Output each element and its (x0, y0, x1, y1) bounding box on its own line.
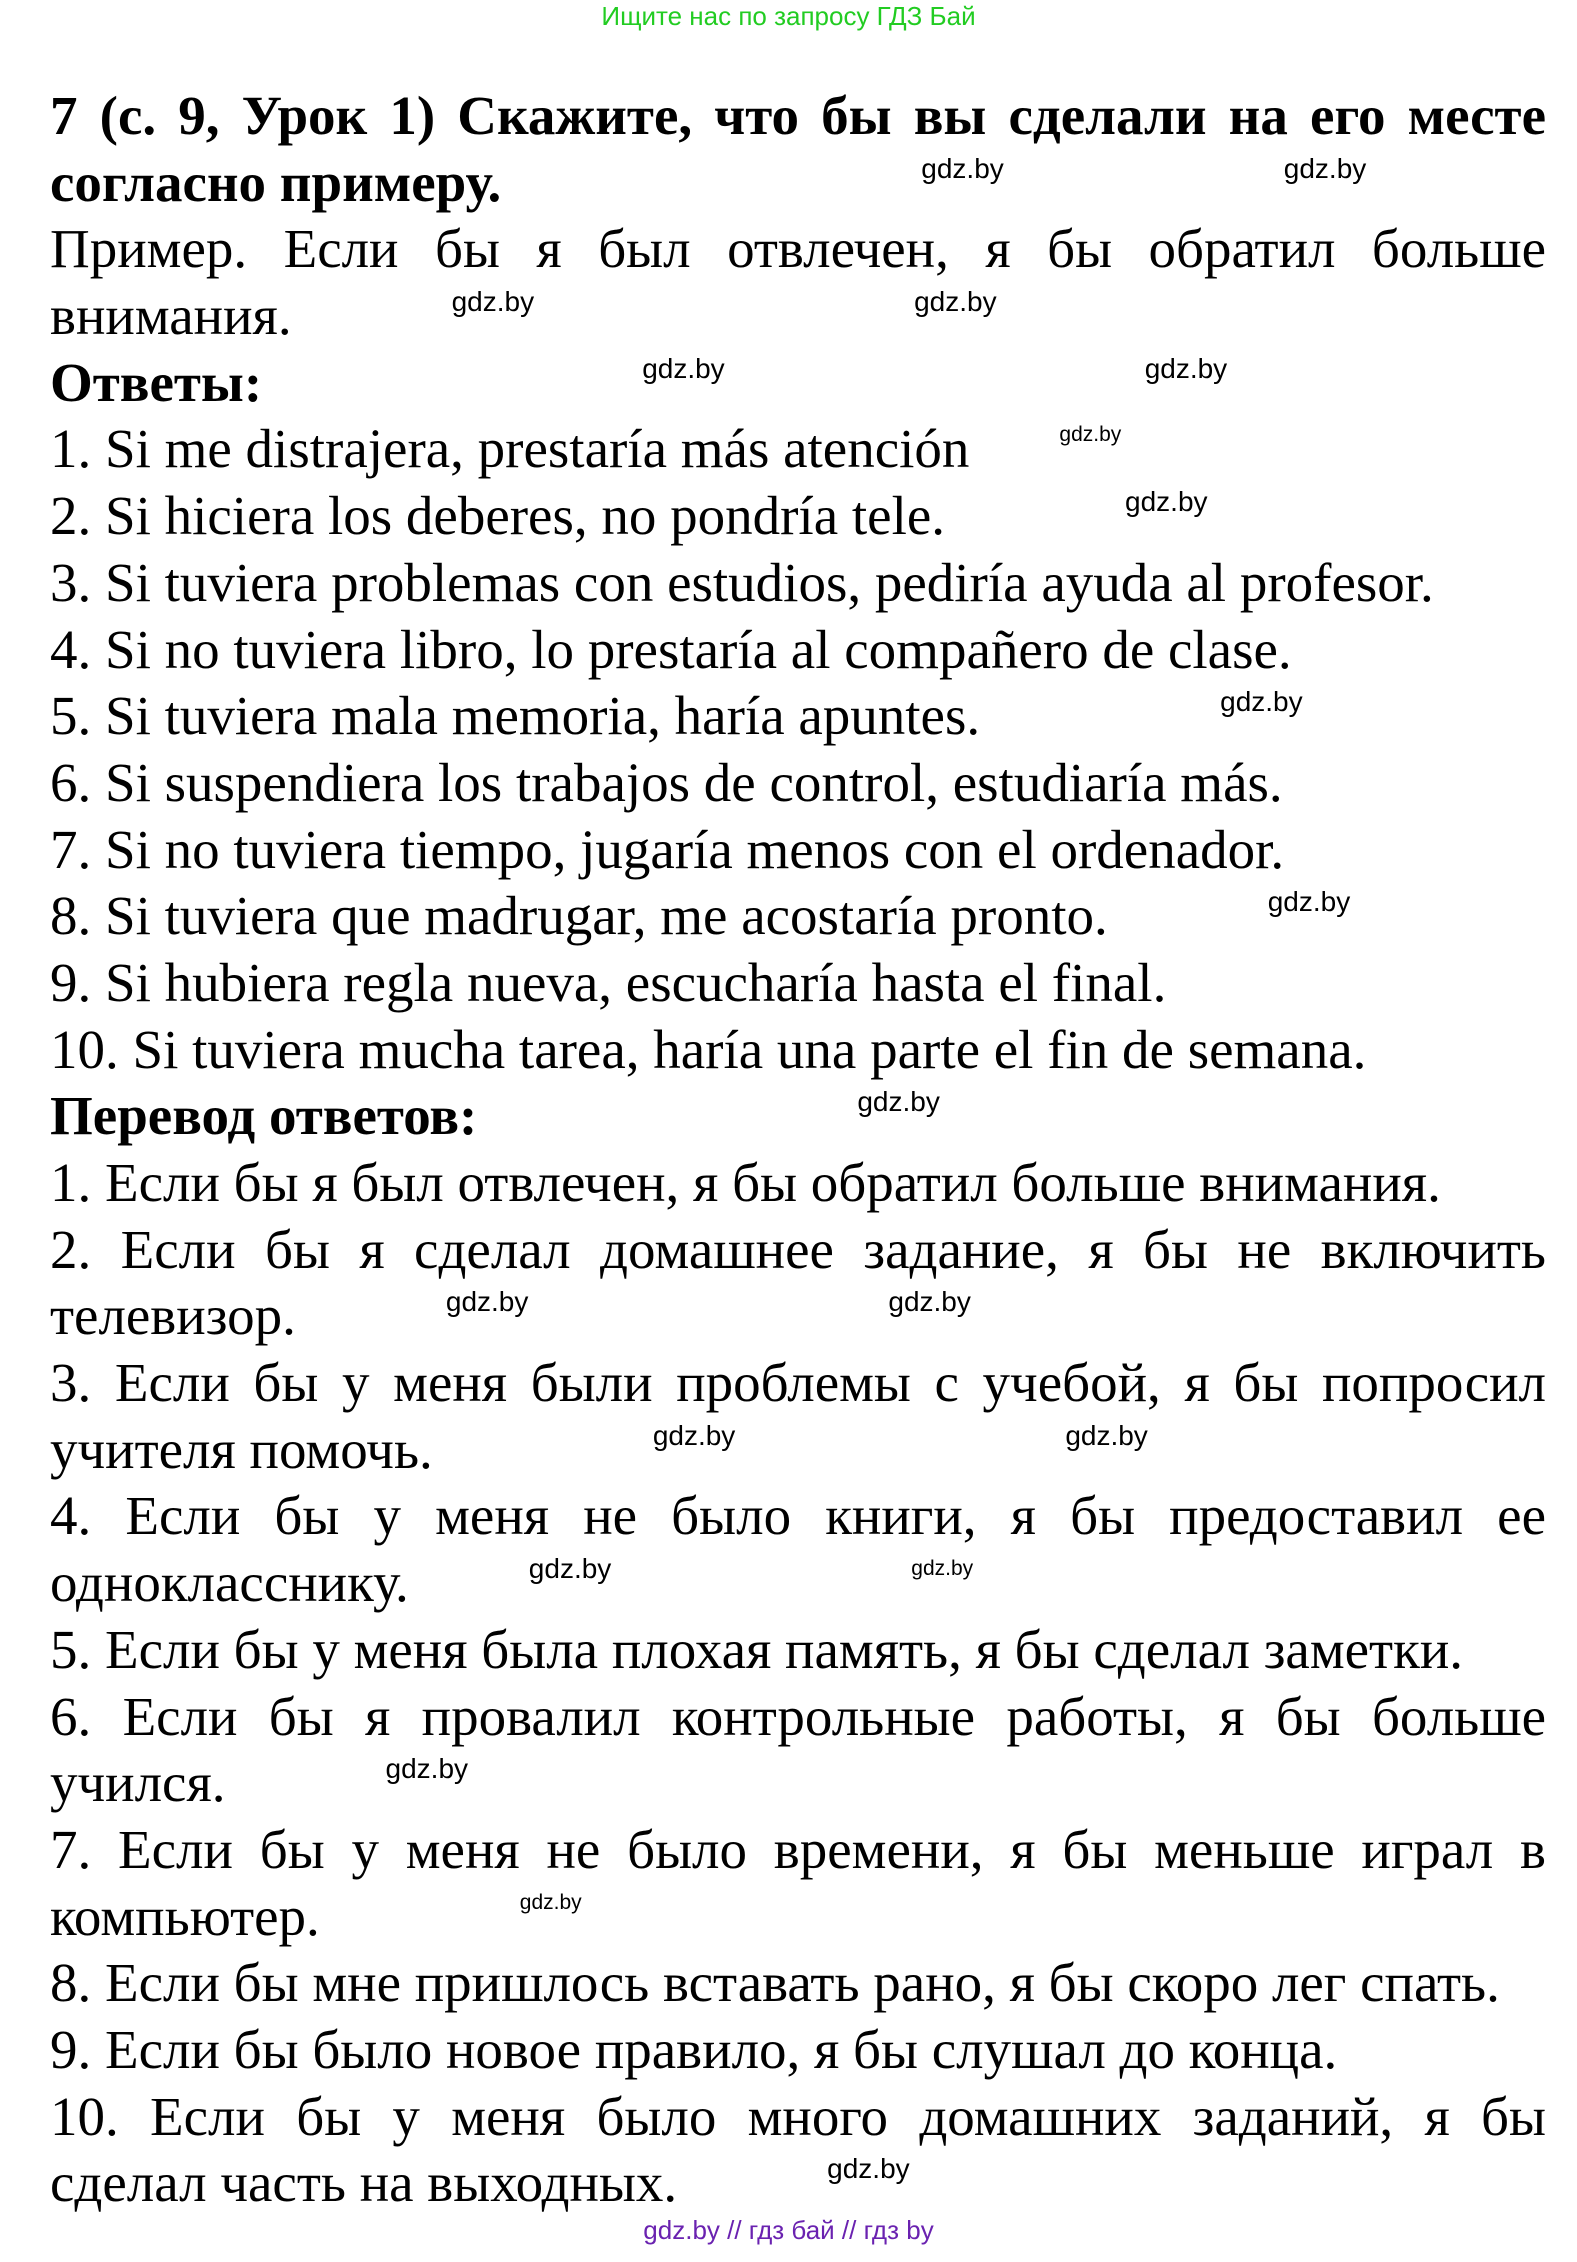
answer-text: 9. Si hubiera regla nueva, escucharía hasta el final. (50, 951, 1167, 1013)
translation-text: 8. Если бы мне пришлось вставать рано, я бы скоро лег спать. (50, 1952, 1500, 2014)
translation-line (50, 1483, 1546, 1550)
watermark: gdz.by (451, 286, 535, 318)
translation-line (50, 1884, 1546, 1951)
search-banner: Ищите нас по запросу ГДЗ Бай (601, 1, 976, 31)
translation-line (50, 1283, 1546, 1350)
answers-heading-text: Ответы: (50, 351, 263, 413)
translation-line (50, 2150, 1546, 2217)
task-title-line (50, 83, 1546, 150)
answer-line (50, 1017, 1546, 1084)
translation-heading-line (50, 1083, 1546, 1150)
example-text: Пример. Если бы я был отвлечен, я бы обратил больше (50, 218, 1546, 280)
task-title-text: согласно примеру. (50, 151, 502, 213)
answer-text: 6. Si suspendiera los trabajos de control, estudiaría más. (50, 751, 1283, 813)
translation-line (50, 1350, 1546, 1417)
task-title-text: 7 (с. 9, Урок 1) Скажите, что бы вы сделали на его месте (50, 85, 1546, 146)
watermark: gdz.by (914, 286, 997, 318)
translation-text: 9. Если бы было новое правило, я бы слушал до конца. (50, 2018, 1338, 2080)
footer-links[interactable]: gdz.by // гдз бай // гдз by (643, 2215, 934, 2245)
watermark: gdz.by (445, 1286, 529, 1318)
translation-text: сделал часть на выходных. (50, 2152, 678, 2214)
translation-line (50, 1217, 1546, 1284)
example-line (50, 216, 1546, 283)
answer-text: 2. Si hiciera los deberes, no pondría tele. (50, 485, 946, 547)
answers-heading-line (50, 350, 1546, 417)
watermark: gdz.by (528, 1553, 612, 1585)
example-line (50, 283, 1546, 350)
answer-line (50, 683, 1546, 750)
watermark: gdz.by (911, 1557, 974, 1581)
answer-text: 8. Si tuviera que madrugar, me acostaría pronto. (50, 885, 1108, 947)
watermark: gdz.by (1065, 1419, 1148, 1451)
translation-line (50, 2017, 1546, 2084)
task-title-line (50, 150, 1546, 217)
watermark: gdz.by (1220, 686, 1303, 718)
answer-text: 7. Si no tuviera tiempo, jugaría menos con el ordenador. (50, 818, 1285, 880)
watermark: gdz.by (385, 1753, 469, 1785)
answer-text: 3. Si tuviera problemas con estudios, pediría ayuda al profesor. (50, 551, 1434, 613)
answer-line (50, 617, 1546, 684)
watermark: gdz.by (921, 152, 1004, 184)
translation-text: 3. Если бы у меня были проблемы с учебой, я бы попросил (50, 1352, 1546, 1414)
answer-line (50, 416, 1546, 483)
answer-text: 5. Si tuviera mala memoria, haría apuntes. (50, 685, 981, 747)
answer-text: 10. Si tuviera mucha tarea, haría una parte el fin de semana. (50, 1018, 1367, 1080)
answer-line (50, 750, 1546, 817)
watermark: gdz.by (857, 1086, 940, 1118)
answer-text: 4. Si no tuviera libro, lo prestaría al compañero de clase. (50, 618, 1292, 680)
answer-line (50, 817, 1546, 884)
translation-line (50, 1817, 1546, 1884)
translation-text: однокласснику. (50, 1552, 409, 1614)
translation-text: 10. Если бы у меня было много домашних заданий, я бы (50, 2085, 1546, 2147)
translation-text: 5. Если бы у меня была плохая память, я бы сделал заметки. (50, 1618, 1464, 1680)
watermark: gdz.by (1125, 486, 1208, 518)
answer-line (50, 883, 1546, 950)
translation-heading-text: Перевод ответов: (50, 1085, 478, 1147)
answer-line (50, 950, 1546, 1017)
document-body (50, 83, 1546, 2217)
translation-text: 2. Если бы я сделал домашнее задание, я бы не включить (50, 1218, 1546, 1280)
watermark: gdz.by (1267, 886, 1351, 918)
watermark: gdz.by (888, 1286, 971, 1318)
translation-text: телевизор. (50, 1285, 296, 1347)
watermark: gdz.by (519, 1890, 582, 1914)
watermark: gdz.by (1144, 352, 1228, 384)
translation-line (50, 1417, 1546, 1484)
translation-line (50, 1750, 1546, 1817)
translation-text: компьютер. (50, 1885, 320, 1947)
translation-text: 7. Если бы у меня не было времени, я бы меньше играл в (50, 1818, 1546, 1880)
translation-line (50, 1550, 1546, 1617)
translation-line (50, 1150, 1546, 1217)
translation-text: 4. Если бы у меня не было книги, я бы предоставил ее (50, 1485, 1546, 1547)
translation-line (50, 1617, 1546, 1684)
answer-line (50, 483, 1546, 550)
translation-text: учился. (50, 1752, 226, 1814)
answer-line (50, 550, 1546, 617)
translation-text: учителя помочь. (50, 1418, 433, 1480)
watermark: gdz.by (1059, 423, 1122, 447)
watermark: gdz.by (652, 1419, 736, 1451)
translation-text: 1. Если бы я был отвлечен, я бы обратил больше внимания. (50, 1152, 1441, 1213)
example-text: внимания. (50, 285, 292, 347)
watermark: gdz.by (1283, 152, 1367, 184)
translation-line (50, 1684, 1546, 1751)
watermark: gdz.by (642, 352, 725, 384)
translation-text: 6. Если бы я провалил контрольные работы, я бы больше (50, 1685, 1546, 1747)
watermark: gdz.by (827, 2153, 910, 2185)
translation-line (50, 2084, 1546, 2151)
answer-text: 1. Si me distrajera, prestaría más atención (50, 418, 970, 480)
translation-line (50, 1950, 1546, 2017)
